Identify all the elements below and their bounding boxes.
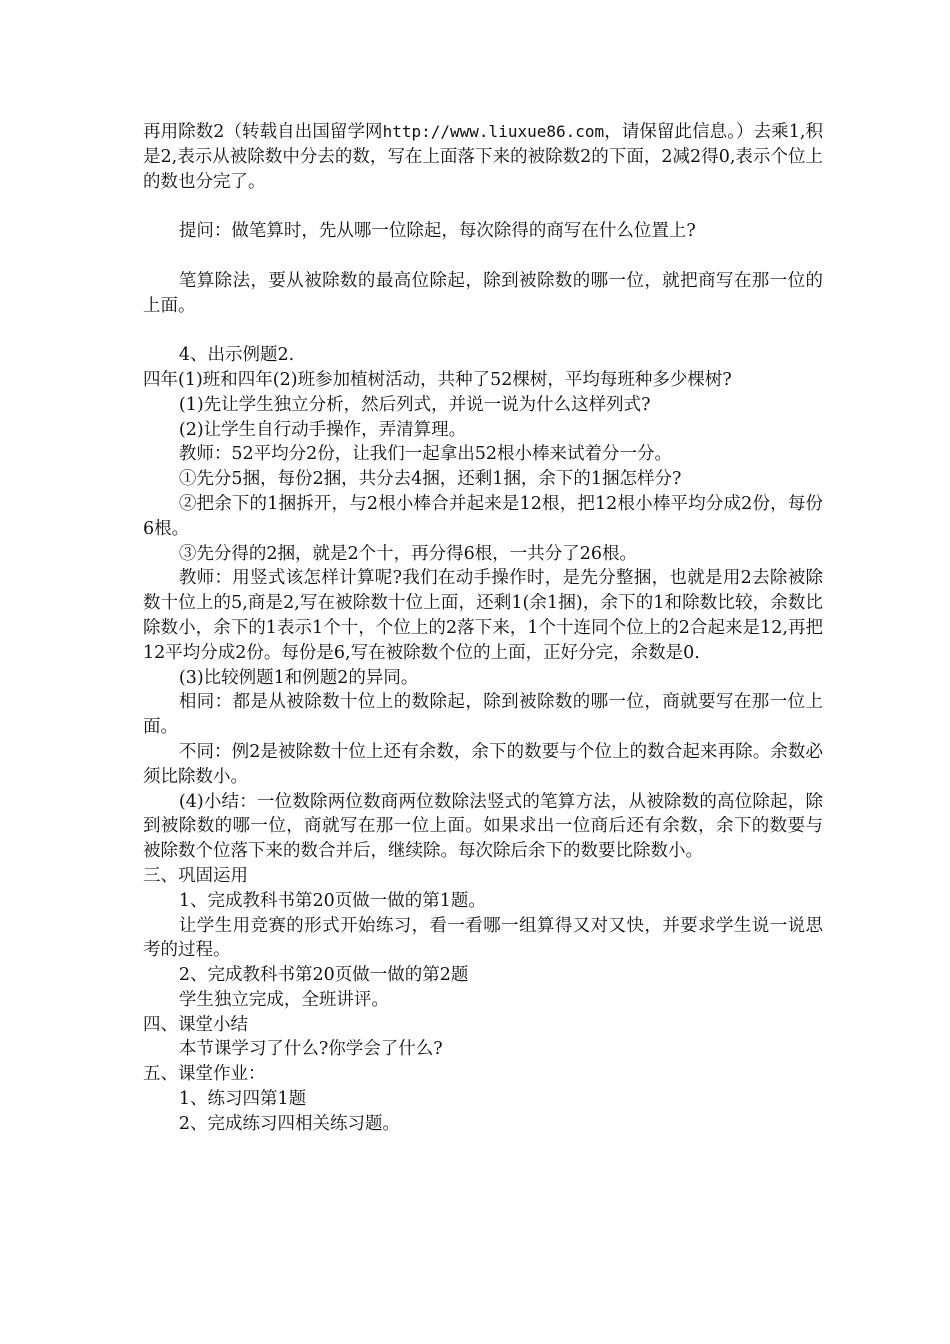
- example-heading: 4、出示例题2.: [178, 345, 295, 366]
- sub-step-2: ②把余下的1捆拆开，与2根小棒合并起来是12根，把12根小棒平均分成2份，每份6根。: [143, 493, 823, 539]
- exercise-1-detail: 让学生用竞赛的形式开始练习，看一看哪一组算得又对又快，并要求学生说一说思考的过程。: [143, 915, 823, 961]
- section-heading-4: 四、课堂小结: [143, 1014, 248, 1035]
- example-problem: 四年(1)班和四年(2)班参加植树活动，共种了52棵树，平均每班种多少棵树?: [143, 369, 732, 390]
- sub-step-3: ③先分得的2捆，就是2个十，再分得6根，一共分了26根。: [178, 543, 638, 564]
- sub-step-1: ①先分5捆，每份2捆，共分去4捆，还剩1捆，余下的1捆怎样分?: [178, 469, 682, 490]
- exercise-2-detail: 学生独立完成，全班讲评。: [178, 989, 389, 1010]
- class-summary: 本节课学习了什么?你学会了什么?: [178, 1039, 443, 1060]
- exercise-1: 1、完成教科书第20页做一做的第1题。: [178, 890, 486, 911]
- document-page: [143, 120, 823, 1137]
- step-2: (2)让学生自行动手操作，弄清算理。: [178, 419, 467, 440]
- teacher-line-2: 教师：用竖式该怎样计算呢?我们在动手操作时，是先分整捆，也就是用2去除被除数十位上的5,商是2,写在被除数十位上面，还剩1(余1捆)，余下的1和除数比较，余数比除数小，余下的1表示1个十，个位上的2落下来，1个十连同个位上的2合起来是12,再把12平均分成2份。每份是6,写在被除数个位的上面，正好分完，余数是0.: [143, 568, 823, 663]
- homework-2: 2、完成练习四相关练习题。: [178, 1113, 401, 1134]
- section-heading-3: 三、巩固运用: [143, 865, 248, 886]
- difference: 不同：例2是被除数十位上还有余数，余下的数要与个位上的数合起来再除。余数必须比除数小。: [143, 741, 823, 787]
- exercise-2: 2、完成教科书第20页做一做的第2题: [178, 965, 469, 986]
- step-3: (3)比较例题1和例题2的异同。: [178, 667, 419, 688]
- section-heading-5: 五、课堂作业：: [143, 1064, 266, 1085]
- source-url: http://www.liuxue86.com: [382, 122, 605, 141]
- teacher-line-1: 教师：52平均分2份，让我们一起拿出52根小棒来试着分一分。: [178, 444, 673, 465]
- question-paragraph: 提问：做笔算时，先从哪一位除起，每次除得的商写在什么位置上?: [178, 221, 696, 242]
- homework-1: 1、练习四第1题: [178, 1089, 307, 1110]
- paragraph-division-step: 再用除数2（转载自出国留学网http://www.liuxue86.com，请保留此信息。）去乘1,积是2,表示从被除数中分去的数，写在上面落下来的被除数2的下面，2减2得0,表示个位上的数也分完了。: [143, 122, 823, 192]
- step-4-summary: (4)小结：一位数除两位数商两位数除法竖式的笔算方法，从被除数的高位除起，除到被除数的哪一位，商就写在那一位上面。如果求出一位商后还有余数，余下的数要与被除数个位落下来的数合并后，继续除。每次除后余下的数要比除数小。: [143, 791, 823, 862]
- similarity: 相同：都是从被除数十位上的数除起，除到被除数的哪一位，商就要写在那一位上面。: [143, 692, 823, 738]
- summary-paragraph: 笔算除法，要从被除数的最高位除起，除到被除数的哪一位，就把商写在那一位的上面。: [143, 270, 823, 316]
- step-1: (1)先让学生独立分析，然后列式，并说一说为什么这样列式?: [178, 394, 651, 415]
